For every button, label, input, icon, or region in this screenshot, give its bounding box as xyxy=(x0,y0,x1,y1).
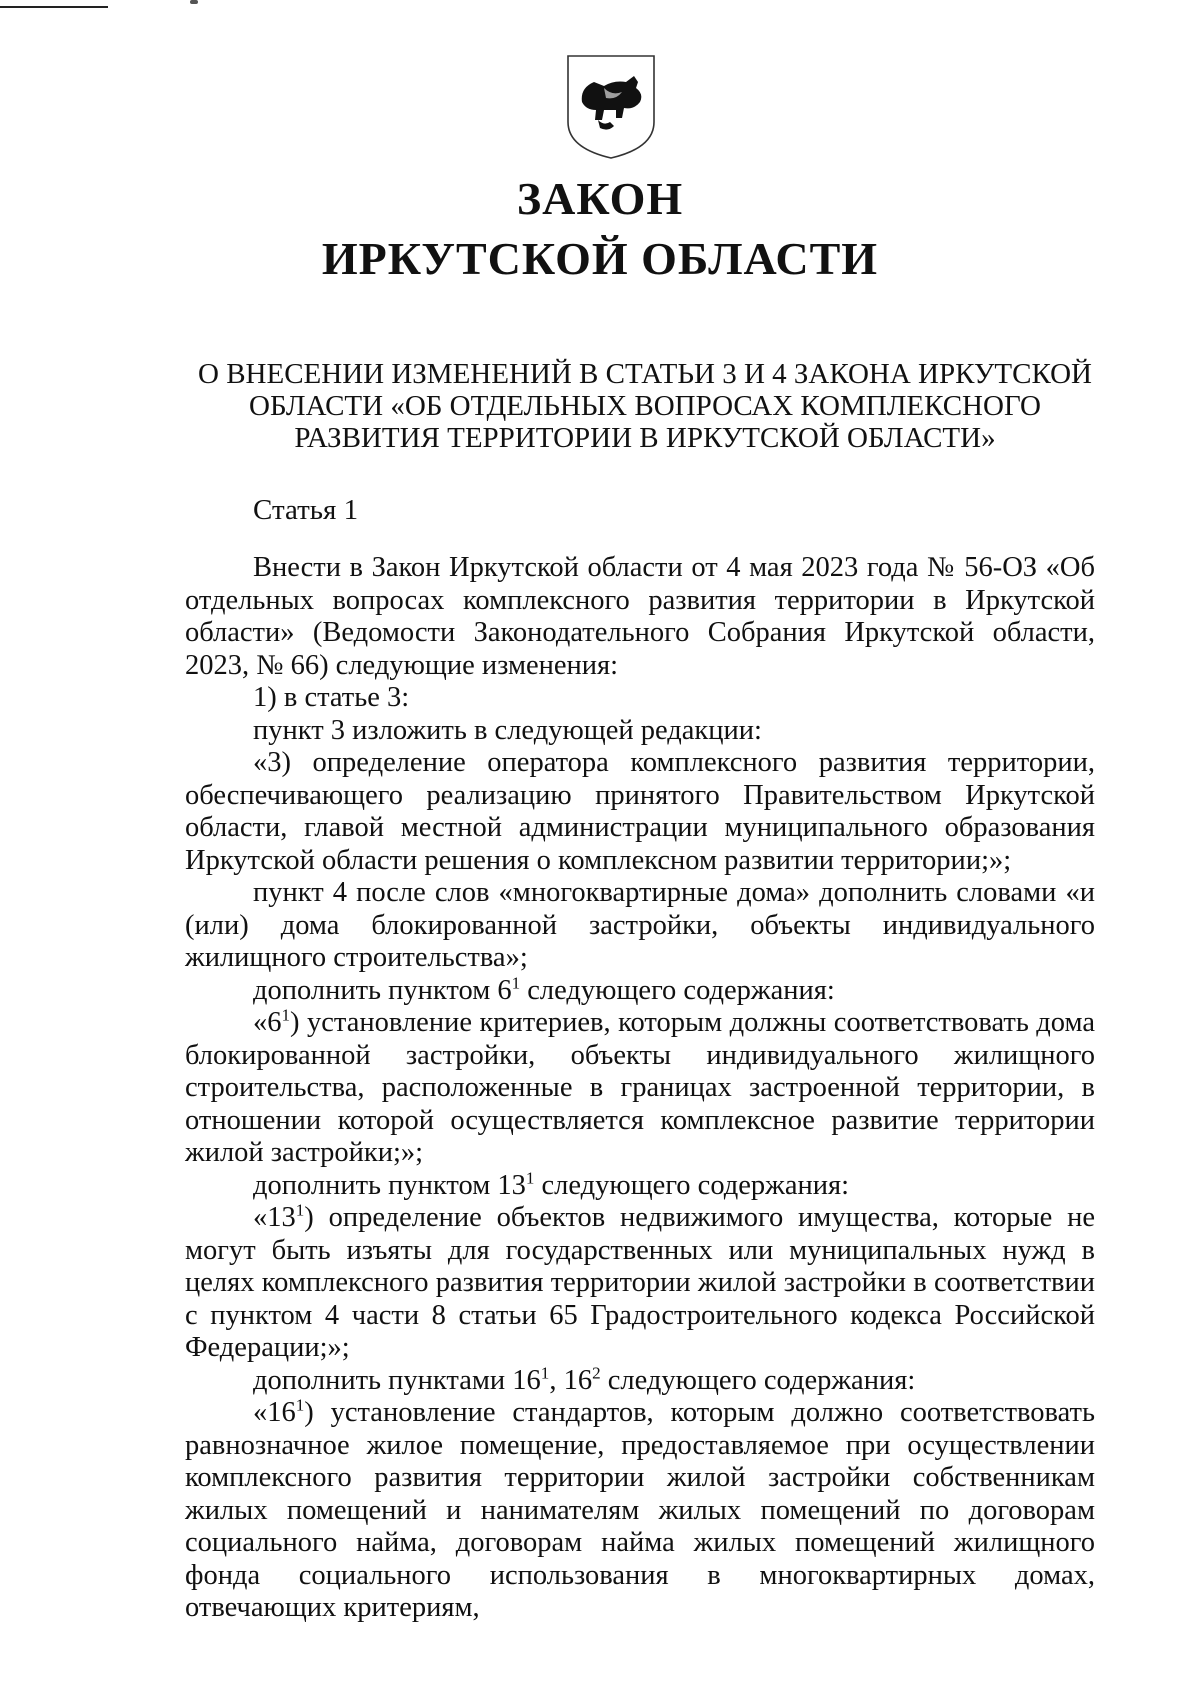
paragraph-text: следующего содержания: xyxy=(520,974,835,1006)
subtitle-line: О ВНЕСЕНИИ ИЗМЕНЕНИЙ В СТАТЬИ 3 И 4 ЗАКОНА ИРКУТСКОЙ xyxy=(198,358,1092,390)
law-subtitle xyxy=(195,358,1095,454)
paragraph-text: «6 xyxy=(253,1007,282,1038)
superscript: 1 xyxy=(525,1168,535,1187)
superscript: 1 xyxy=(281,1005,291,1025)
subtitle-line: РАЗВИТИЯ ТЕРРИТОРИИ В ИРКУТСКОЙ ОБЛАСТИ» xyxy=(294,422,996,454)
paragraph: «3) определение оператора комплексного развития территории, обеспечивающего реализацию принятого Правительством Иркутской области, главой местной администрации муниципального образования Иркутской области решения о комплексном развитии территории;»; xyxy=(185,747,1095,876)
superscript: 2 xyxy=(592,1363,601,1382)
paragraph-text: ) определение объектов недвижимого имущества, которые не могут быть изъяты для государственных или муниципальных нужд в целях комплексного развития территории жилой застройки в соответствии с пунктом 4 части 8 статьи 65 Градостроительного кодекса Российской Федерации;»; xyxy=(185,1202,1095,1363)
paragraph-text: следующего содержания: xyxy=(600,1364,916,1396)
paragraph xyxy=(185,1202,1095,1365)
paragraph xyxy=(185,1397,1095,1625)
paragraph: пункт 4 после слов «многоквартирные дома» дополнить словами «и (или) дома блокированной застройки, объекты индивидуального жилищного строительства»; xyxy=(185,877,1095,973)
paragraph-text: дополнить пунктами 16 xyxy=(253,1364,541,1396)
superscript: 1 xyxy=(540,1363,550,1382)
paragraph xyxy=(185,1365,1095,1398)
superscript: 1 xyxy=(295,1395,305,1415)
paragraph-text: , 16 xyxy=(549,1364,593,1396)
paragraph-text: следующего содержания: xyxy=(534,1169,850,1201)
paragraph-text: ) установление критериев, которым должны соответствовать дома блокированной застройки, объекты индивидуального жилищного строительства, расположенные в границах застроенной территории, в отношении которой осуществляется комплексное развитие территории жилой застройки;»; xyxy=(185,1007,1095,1168)
document-title: ЗАКОН xyxy=(516,173,684,224)
paragraph-text: «16 xyxy=(253,1397,296,1428)
document-region-title: ИРКУТСКОЙ ОБЛАСТИ xyxy=(321,233,879,284)
paragraph: пункт 3 изложить в следующей редакции: xyxy=(253,714,762,746)
paragraph-text: дополнить пунктом 6 xyxy=(253,974,512,1006)
superscript: 1 xyxy=(511,973,521,992)
paragraph xyxy=(185,1007,1095,1170)
document-body xyxy=(185,552,1095,1625)
paragraph xyxy=(185,1170,1095,1203)
paragraph-text: «13 xyxy=(253,1202,296,1233)
superscript: 1 xyxy=(295,1200,305,1220)
paragraph xyxy=(185,975,1095,1008)
scan-artifact-line xyxy=(0,6,108,8)
paragraph-text: ) установление стандартов, которым должно соответствовать равнозначное жилое помещение, предоставляемое при осуществлении комплексного развития территории жилой застройки собственникам жилых помещений и нанимателям жилых помещений по договорам социального найма, договорам найма жилых помещений жилищного фонда социального использования в многоквартирных домах, отвечающих критериям, xyxy=(185,1397,1095,1623)
scan-artifact-dot xyxy=(190,0,198,4)
paragraph: 1) в статье 3: xyxy=(253,682,410,713)
article-heading: Статья 1 xyxy=(253,494,359,526)
paragraph: Внести в Закон Иркутской области от 4 мая 2023 года № 56-ОЗ «Об отдельных вопросах комплексного развития территории в Иркутской области» (Ведомости Законодательного Собрания Иркутской области, 2023, № 66) следующие изменения: xyxy=(185,552,1095,681)
subtitle-line: ОБЛАСТИ «ОБ ОТДЕЛЬНЫХ ВОПРОСАХ КОМПЛЕКСНОГО xyxy=(249,390,1041,422)
paragraph-text: дополнить пунктом 13 xyxy=(253,1169,526,1201)
irkutsk-coat-of-arms-icon xyxy=(564,52,658,162)
